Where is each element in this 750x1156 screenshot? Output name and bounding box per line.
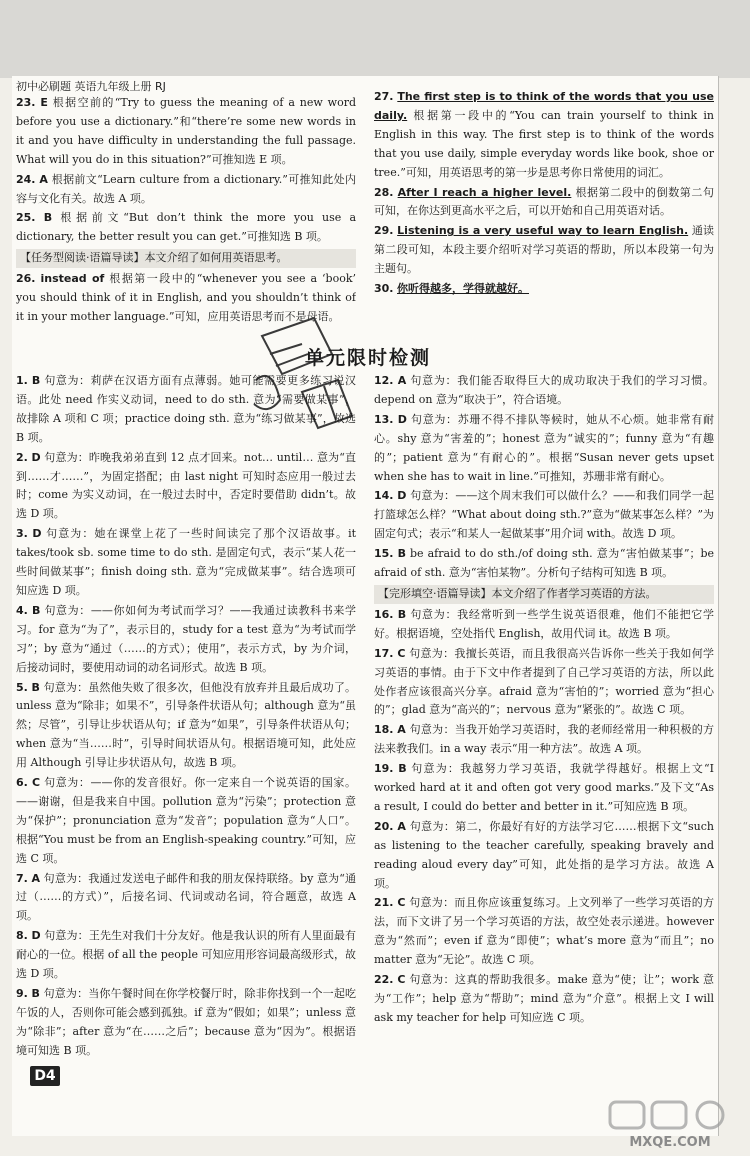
watermark-text: MXQE.COM <box>629 1135 711 1150</box>
running-header: 初中必刷题 英语九年级上册 RJ <box>16 80 166 93</box>
explanation-text: 句意为：我擅长英语，而且我很高兴告诉你一些关于我如何学习英语的事情。由于下文中作者提到了自己学习英语的方法，所以此处作者应该很高兴分享。afraid 意为“害怕的”；worried 意为“担心的”；glad 意为“高兴的”；nervous 意为“紧张的”。故选 C 项。 <box>374 646 714 717</box>
answer-key: C <box>397 973 406 987</box>
question-number: 25. <box>16 211 36 225</box>
answer-item <box>16 985 356 1061</box>
explanation-text: 句意为：——这个周末我们可以做什么？——和我们同学一起打篮球怎么样？“What about doing sth.?”意为“做某事怎么样？”为固定句式；表示“和某人一起做某事”用介词 with。故选 D 项。 <box>374 489 714 541</box>
page-number: D4 <box>30 1066 60 1086</box>
question-number: 1. <box>16 374 28 387</box>
question-number: 13. <box>374 412 394 426</box>
question-number: 22. <box>374 973 394 987</box>
answer-item <box>374 645 714 721</box>
explanation-text: 句意为：虽然他失败了很多次，但他没有放弃并且最后成功了。unless 意为“除非；如果不”，引导条件状语从句；although 意为“虽然；尽管”，引导让步状语从句；if 意为“如果”，引导条件状语从句；when 意为“当……时”，引导时间状语从句。根据语境可知，此处应用 Although 引导让步状语从句，故选 B 项。 <box>16 680 356 770</box>
answer-key: A <box>31 871 41 885</box>
answer-item <box>16 870 356 927</box>
explanation-text: 句意为：而且你应该重复练习。上文列举了一些学习英语的方法，而下文讲了另一个学习英语的方法，故空处表示递进。however 意为“然而”；even if 意为“即使”；what’s more 意为“而且”；no matter 意为“无论”。故选 C 项。 <box>374 896 714 967</box>
section-guide: 【任务型阅读·语篇导读】本文介绍了如何用英语思考。 <box>16 249 356 268</box>
answer-key: D <box>397 412 407 426</box>
answer-item <box>374 411 714 487</box>
answers-column-bottom-left <box>16 372 356 1062</box>
explanation-text: 句意为：——你的发音很好。你一定来自一个说英语的国家。——谢谢，但是我来自中国。pollution 意为“污染”；protection 意为“保护”；pronunciation 意为“发音”；population 意为“人口”。根据“You must be from an English-speaking country.”可知，应选 C 项。 <box>16 776 356 865</box>
answer-item <box>374 971 714 1028</box>
explanation-text: 句意为：昨晚我弟弟直到 12 点才回来。not… until… 意为“直到……才……”，为固定搭配；由 last night 可知时态应用一般过去时；come 为实义动词，在一般过去时中，否定时要借助 didn’t。故选 D 项。 <box>16 450 356 521</box>
answer-item <box>374 372 714 410</box>
answers-column-top-right <box>374 88 714 300</box>
answer-key: instead of <box>40 272 105 286</box>
answer-item <box>374 280 714 299</box>
scanner-top-strip <box>0 0 750 78</box>
question-number: 12. <box>374 374 394 387</box>
explanation-text: 句意为：王先生对我们十分友好。他是我认识的所有人里面最有耐心的一位。根据 of all the people 可知应用形容词最高级形式，故选 D 项。 <box>16 929 356 981</box>
explanation-text: 句意为：我们能否取得巨大的成功取决于我们的学习习惯。depend on 意为“取决于”，符合语境。 <box>374 374 714 406</box>
explanation-text: 根据第一段中的“You can train yourself to think in English in this way. The first step is to think of the words that you use daily, simple everyday words like book, shoe or tree.”可知，用英语思考的第一步是思考你日常使用的词汇。 <box>374 108 714 179</box>
answer-item <box>374 184 714 222</box>
question-number: 16. <box>374 607 394 621</box>
answer-item <box>16 679 356 774</box>
answer-key: B <box>397 607 407 621</box>
question-number: 9. <box>16 987 28 1000</box>
section-guide: 【完形填空·语篇导读】本文介绍了作者学习英语的方法。 <box>374 585 714 604</box>
answer-item <box>16 209 356 247</box>
question-number: 7. <box>16 871 28 885</box>
question-number: 23. <box>16 96 36 109</box>
question-number: 20. <box>374 819 394 833</box>
answer-key: 你听得越多，学得就越好。 <box>397 282 529 296</box>
question-number: 28. <box>374 185 394 199</box>
explanation-text: 根据空前的“Try to guess the meaning of a new word before you use a dictionary.”和“there’re some new words in it and you have difficulty in understanding the full passage. What will you do in this situation?”可推知选 E 项。 <box>16 96 356 166</box>
answer-item <box>374 818 714 894</box>
answer-item <box>16 774 356 869</box>
answer-key: C <box>397 896 406 910</box>
explanation-text: 根据前文“Learn culture from a dictionary.”可推知此处内容与文化有关。故选 A 项。 <box>16 172 356 205</box>
question-number: 2. <box>16 450 28 464</box>
question-number: 30. <box>374 282 394 296</box>
answer-key: B <box>43 211 53 225</box>
answer-item <box>374 721 714 759</box>
answer-key: D <box>31 929 41 943</box>
answer-item <box>16 171 356 209</box>
question-number: 6. <box>16 776 28 790</box>
question-number: 29. <box>374 224 394 238</box>
explanation-text: 句意为：她在课堂上花了一些时间读完了那个汉语故事。it takes/took sb. some time to do sth. 是固定句式，表示“某人花一些时间做某事”；finish doing sth. 意为“完成做某事”。结合选项可知应选 D 项。 <box>16 527 356 597</box>
answer-key: D <box>32 527 42 541</box>
explanation-text: 句意为：我经常听到一些学生说英语很难，他们不能把它学好。根据语境，空处指代 English，故用代词 it。故选 B 项。 <box>374 607 714 640</box>
answer-item <box>374 88 714 183</box>
answer-key: B <box>31 603 41 617</box>
explanation-text: 句意为：——你如何为考试而学习？——我通过读教科书来学习。for 意为“为了”，表示目的，study for a test 意为“为考试而学习”；by 意为“通过（……的方式）；使用”，表示方式，by 为介词，后接动词时，要使用动词的动名词形式。故选 B 项。 <box>16 603 356 674</box>
answer-key: The first step is to think of the words that you use daily. <box>374 90 714 122</box>
answer-item <box>374 545 714 583</box>
answer-item <box>16 525 356 601</box>
answer-key: B <box>31 374 41 387</box>
answer-key: E <box>40 96 48 109</box>
explanation-text: 根据第一段中的“whenever you see a ‘book’ you should think of it in English, and you shouldn’t think of it in your mother language.”可知，应用英语思考而不是母语。 <box>16 272 356 323</box>
explanation-text: 句意为：当我开始学习英语时，我的老师经常用一种积极的方法来教我们。in a way 表示“用一种方法”。故选 A 项。 <box>374 723 714 756</box>
answer-key: B <box>397 547 406 561</box>
answer-key: After I reach a higher level. <box>397 185 572 199</box>
answer-item <box>374 487 714 544</box>
answer-item <box>374 222 714 279</box>
answer-key: A <box>397 819 406 833</box>
answers-column-bottom-right <box>374 372 714 1062</box>
answer-key: D <box>397 489 407 503</box>
explanation-text: 根据第二段中的倒数第二句可知，在你达到更高水平之后，可以开始和自己用英语对话。 <box>374 185 714 218</box>
answer-item <box>16 449 356 525</box>
question-number: 19. <box>374 762 394 776</box>
explanation-text: 通读第二段可知，本段主要介绍听对学习英语的帮助，所以本段第一句为主题句。 <box>374 224 714 276</box>
explanation-text: 句意为：这真的帮助我很多。make 意为“使；让”；work 意为“工作”；help 意为“帮助”；mind 意为“介意”。根据上文 I will ask my teacher for help 可知应选 C 项。 <box>374 973 714 1024</box>
answer-key: A <box>397 374 407 387</box>
question-number: 24. <box>16 172 36 186</box>
question-number: 5. <box>16 680 28 694</box>
explanation-text: 句意为：我越努力学习英语，我就学得越好。根据上文“I worked hard at it and often got very good marks.”及下文“As a result, I could do better and better in it.”可知应选 B 项。 <box>374 762 714 813</box>
answer-item <box>374 760 714 817</box>
answer-key: C <box>31 776 41 790</box>
answer-item <box>16 602 356 678</box>
answer-key: A <box>397 723 406 737</box>
answer-item <box>374 606 714 644</box>
answer-key: B <box>31 680 40 694</box>
question-number: 4. <box>16 603 28 617</box>
question-number: 27. <box>374 90 394 103</box>
answer-key: B <box>398 762 407 776</box>
answer-item <box>374 894 714 970</box>
question-number: 18. <box>374 723 394 737</box>
answers-column-top-left <box>16 94 356 328</box>
explanation-text: 句意为：我通过发送电子邮件和我的朋友保持联络。by 意为“通过（……的方式）”，后接名词、代词或动名词，符合题意，故选 A 项。 <box>16 871 356 923</box>
question-number: 3. <box>16 527 28 541</box>
question-number: 15. <box>374 547 394 561</box>
question-number: 17. <box>374 646 394 660</box>
explanation-text: 句意为：苏珊不得不排队等候时，她从不心烦。她非常有耐心。shy 意为“害羞的”；honest 意为“诚实的”；funny 意为“有趣的”；patient 意为“有耐心的”。根据“Susan never gets upset when she has to wait in line.”可推知，苏珊非常有耐心。 <box>374 412 714 483</box>
explanation-text: 句意为：当你午餐时间在你学校餐厅时，除非你找到一个一起吃午饭的人，否则你可能会感到孤独。if 意为“假如；如果”；unless 意为“除非”；after 意为“在……之后”；because 意为“因为”。根据语境可知选 B 项。 <box>16 987 356 1057</box>
answer-key: A <box>39 172 48 186</box>
answer-key: D <box>31 450 41 464</box>
explanation-text: 句意为：第二，你最好有好的方法学习它……根据下文“such as listening to the teacher carefully, speaking bravely and reading aloud every day”可知，此处指的是学习方法。故选 A 项。 <box>374 819 714 890</box>
question-number: 14. <box>374 489 394 503</box>
answer-key: C <box>397 646 406 660</box>
explanation-text: 根据前文“But don’t think the more you use a dictionary, the better result you can get.”可推知选 B 项。 <box>16 211 356 244</box>
answer-key: Listening is a very useful way to learn English. <box>397 224 689 238</box>
question-number: 8. <box>16 929 28 943</box>
question-number: 21. <box>374 896 394 910</box>
answer-item <box>16 372 356 448</box>
answer-item <box>16 927 356 984</box>
answer-item <box>16 94 356 170</box>
watermark-logo <box>600 1098 740 1152</box>
section-title: 单元限时检测 <box>305 347 432 369</box>
answer-key: B <box>31 987 40 1000</box>
question-number: 26. <box>16 272 36 286</box>
explanation-text: be afraid to do sth./of doing sth. 意为“害怕做某事”；be afraid of sth. 意为“害怕某物”。分析句子结构可知选 B 项。 <box>374 547 714 580</box>
explanation-text: 句意为：莉萨在汉语方面有点薄弱。她可能需要更多练习说汉语。此处 need 作实义动词，need to do sth. 意为“需要做某事”，故排除 A 项和 C 项；practice doing sth. 意为“练习做某事”，故选 B 项。 <box>16 374 356 444</box>
